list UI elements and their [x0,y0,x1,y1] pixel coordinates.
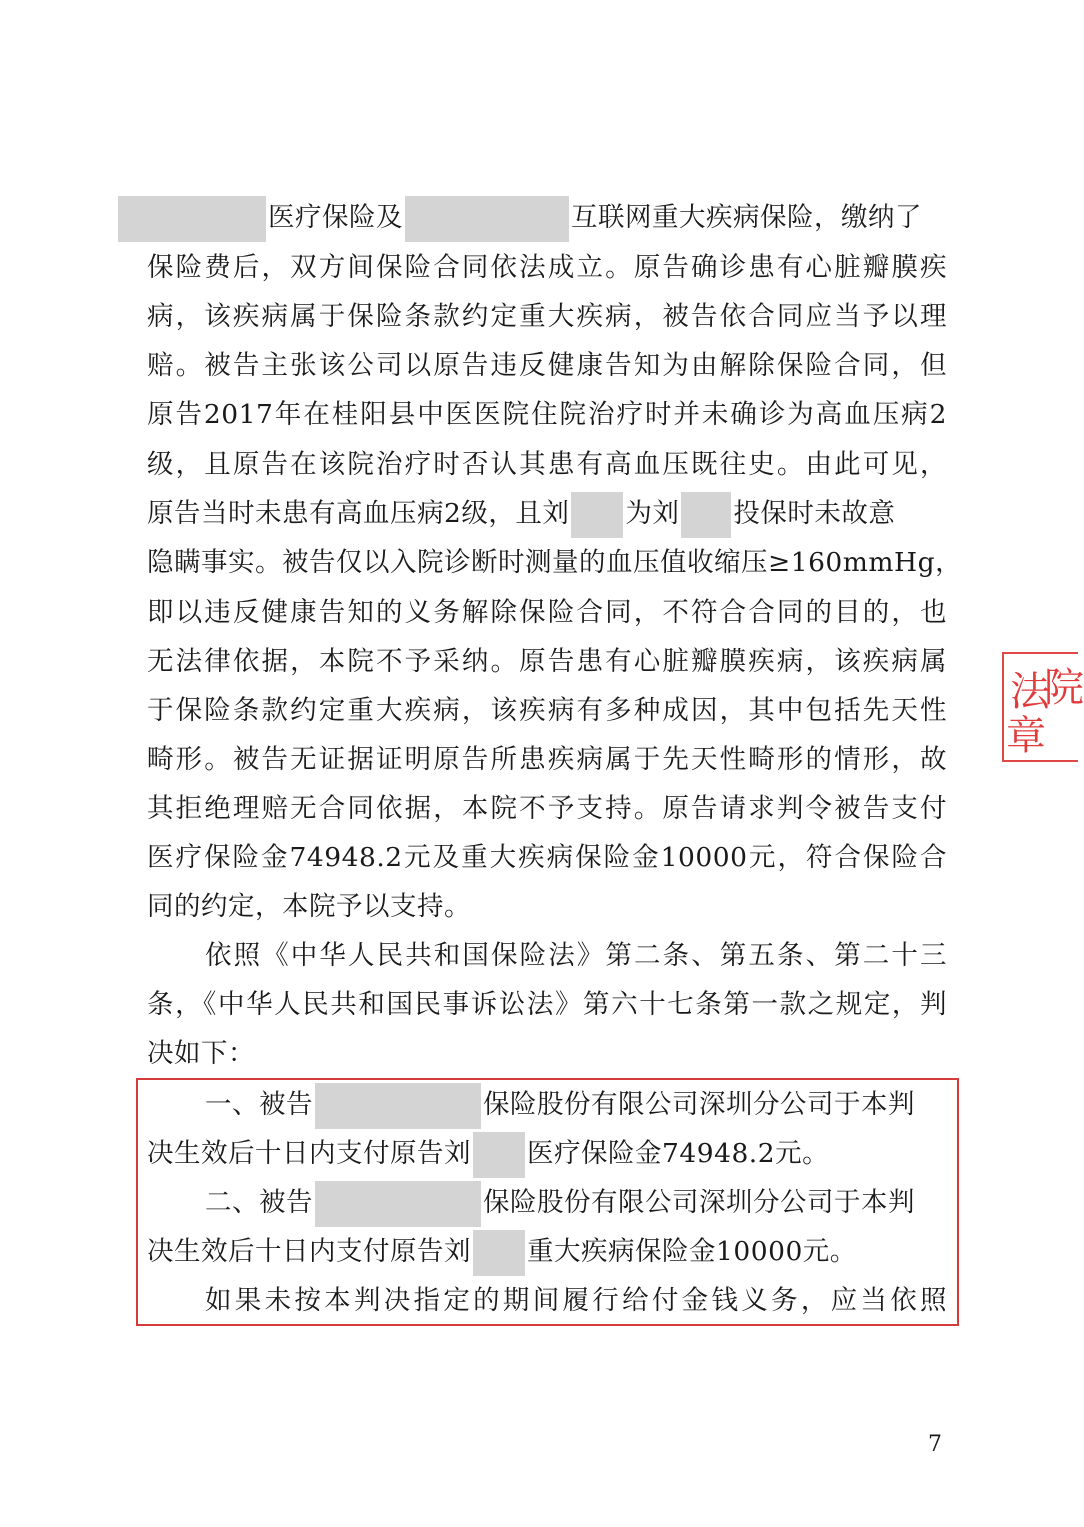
text-segment: 医疗保险及 [268,202,403,233]
text-line-7 [147,489,947,538]
text-segment: 决生效后十日内支付原告刘 [147,1236,471,1267]
text-line-10 [147,637,947,686]
text-segment: 保险股份有限公司深圳分公司于本判 [483,1089,915,1120]
text-segment: 原告当时未患有高血压病2级，且刘 [147,498,570,529]
text-segment: 二、被告 [205,1187,313,1218]
text-segment: 同的约定，本院予以支持。 [147,891,471,922]
text-line-3 [147,292,947,341]
text-segment: 一、被告 [205,1089,313,1120]
text-segment: 决生效后十日内支付原告刘 [147,1138,471,1169]
redaction-block [473,1132,525,1178]
judgment-item-1-line-1 [147,1080,947,1129]
seal-char: 章 [1006,713,1046,759]
text-line-5 [147,390,947,439]
text-line-13 [147,784,947,833]
redaction-block [681,492,731,538]
text-segment: 决如下： [147,1038,255,1069]
text-segment: 医疗保险金74948.2元。 [527,1138,830,1169]
text-segment: 保险股份有限公司深圳分公司于本判 [483,1187,915,1218]
court-seal [1002,652,1084,762]
text-segment: 隐瞒事实。被告仅以入院诊断时测量的血压值收缩压≥160mmHg， [147,547,963,578]
text-segment: 条，《中华人民共和国民事诉讼法》第六十七条第一款之规定，判 [147,989,947,1020]
text-segment: 赔。被告主张该公司以原告违反健康告知为由解除保险合同，但 [147,350,947,381]
text-segment: 病，该疾病属于保险条款约定重大疾病，被告依合同应当予以理 [147,301,947,332]
text-line-18 [147,1029,947,1078]
redaction-block [473,1230,525,1276]
text-line-9 [147,588,947,637]
text-line-14 [147,833,947,882]
text-segment: 为刘 [625,498,680,529]
text-segment: 如果未按本判决指定的期间履行给付金钱义务，应当依照 [205,1285,947,1316]
text-line-1 [116,193,947,242]
text-line-16 [147,931,947,980]
redaction-block [571,492,623,538]
text-segment: 医疗保险金74948.2元及重大疾病保险金10000元，符合保险合 [147,842,947,873]
text-line-17 [147,980,947,1029]
text-segment: 保险费后，双方间保险合同依法成立。原告确诊患有心脏瓣膜疾 [147,252,947,283]
text-segment: 重大疾病保险金10000元。 [527,1236,857,1267]
redaction-block [315,1181,481,1227]
redaction-block [315,1083,481,1129]
text-line-4 [147,341,947,390]
text-line-11 [147,686,947,735]
text-line-15 [147,882,947,931]
text-segment: 其拒绝理赔无合同依据，本院不予支持。原告请求判令被告支付 [147,793,947,824]
text-line-6 [147,440,947,489]
seal-char: 院 [1044,665,1084,711]
text-segment: 于保险条款约定重大疾病，该疾病有多种成因，其中包括先天性 [147,695,947,726]
text-segment: 无法律依据，本院不予采纳。原告患有心脏瓣膜疾病，该疾病属 [147,646,947,677]
text-line-2 [147,243,947,292]
text-segment: 畸形。被告无证据证明原告所患疾病属于先天性畸形的情形，故 [147,744,947,775]
text-line-8 [147,538,963,587]
judgment-item-1-line-2 [147,1129,947,1178]
judgment-item-2-line-2 [147,1227,947,1276]
text-segment: 级，且原告在该院治疗时否认其患有高血压既往史。由此可见， [147,449,947,480]
redaction-block [118,196,266,242]
text-segment: 互联网重大疾病保险，缴纳了 [571,202,922,233]
judgment-item-2-line-1 [147,1178,947,1227]
text-segment: 依照《中华人民共和国保险法》第二条、第五条、第二十三 [205,940,947,971]
text-line-12 [147,735,947,784]
page-number: 7 [928,1432,942,1457]
redaction-block [405,196,569,242]
judgment-notice-line [147,1276,947,1325]
text-segment: 即以违反健康告知的义务解除保险合同，不符合合同的目的，也 [147,597,947,628]
text-segment: 投保时未故意 [733,498,896,529]
seal-char: 法 [1010,669,1050,715]
text-segment: 原告2017年在桂阳县中医医院住院治疗时并未确诊为高血压病2 [147,399,947,430]
